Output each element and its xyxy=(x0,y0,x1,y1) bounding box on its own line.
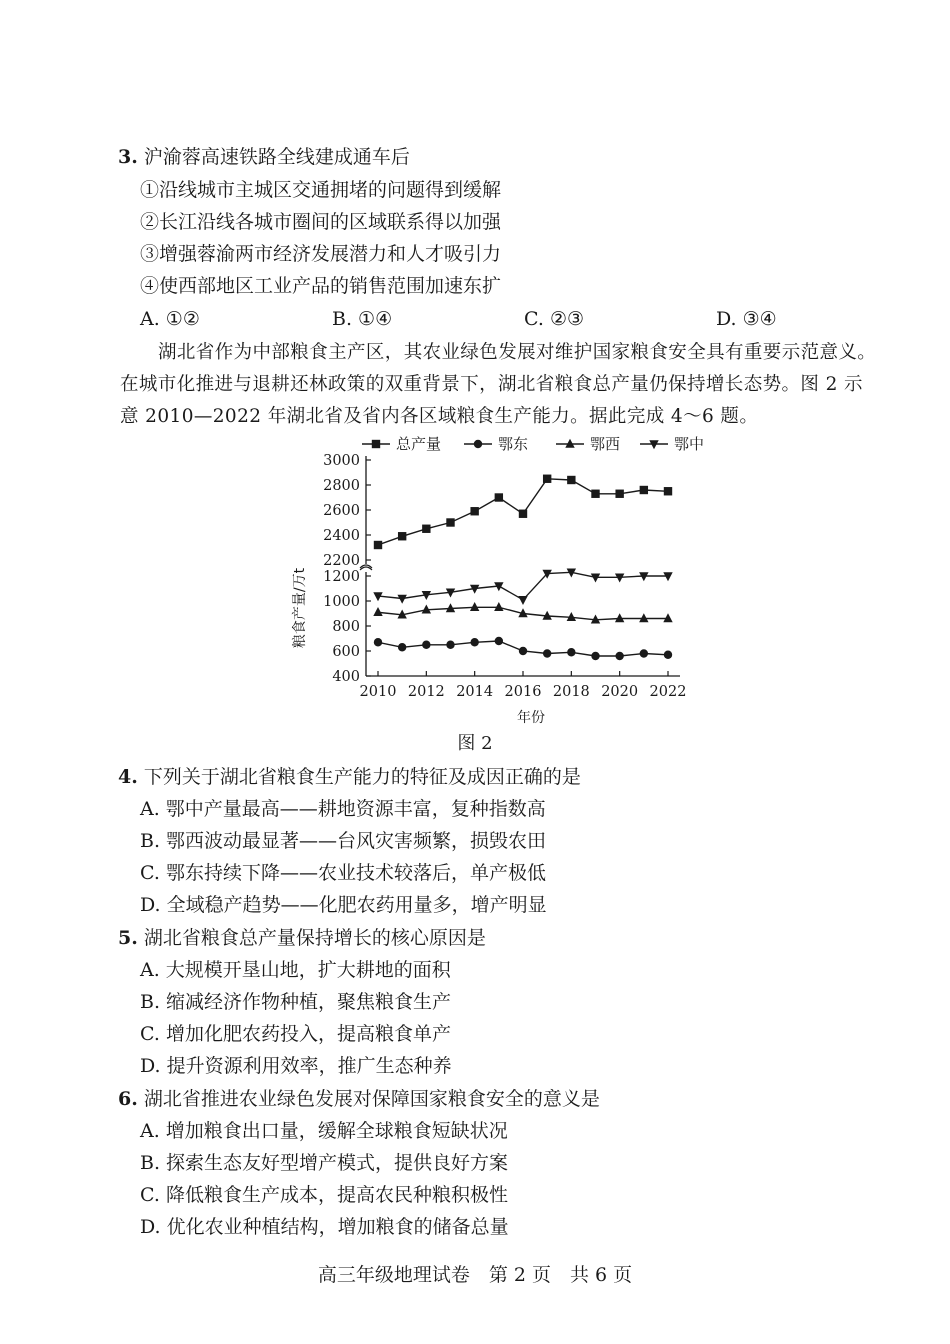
q3-choice-d: D. ③④ xyxy=(716,308,777,330)
q3-choice-b: B. ①④ xyxy=(332,308,393,330)
q5-option-d: D. 提升资源利用效率，推广生态种养 xyxy=(140,1055,452,1077)
figure-caption: 图 2 xyxy=(457,733,493,754)
series-3-point-12 xyxy=(663,572,672,581)
series-1-point-7 xyxy=(543,649,551,657)
series-3-point-1 xyxy=(397,595,406,604)
series-1-point-9 xyxy=(591,652,599,660)
q4-option-a: A. 鄂中产量最高——耕地资源丰富，复种指数高 xyxy=(140,798,546,820)
q4-option-c: C. 鄂东持续下降——农业技术较落后，单产极低 xyxy=(140,862,546,884)
q6-option-b: B. 探索生态友好型增产模式，提供良好方案 xyxy=(140,1152,509,1174)
legend-marker-3 xyxy=(649,440,658,449)
x-tick-label-3: 2016 xyxy=(504,684,542,700)
y-tick-label-lower-4: 1200 xyxy=(323,569,360,585)
series-2-point-4 xyxy=(470,602,479,611)
series-0-point-8 xyxy=(567,476,575,484)
q3-title xyxy=(118,144,410,170)
y-tick-label-upper-2: 2600 xyxy=(323,503,360,519)
series-2-point-12 xyxy=(663,613,672,622)
series-1-point-0 xyxy=(374,638,382,646)
series-1-point-6 xyxy=(519,647,527,655)
q3-stem: 沪渝蓉高速铁路全线建成通车后 xyxy=(143,146,410,168)
legend-marker-2 xyxy=(565,439,574,448)
x-tick-label-4: 2018 xyxy=(552,684,590,700)
legend-label-1: 鄂东 xyxy=(498,435,529,453)
q6-number: 6. xyxy=(118,1088,138,1110)
series-0-point-5 xyxy=(495,493,503,501)
legend-label-2: 鄂西 xyxy=(590,435,621,453)
q4-title xyxy=(118,764,581,790)
q3-choices xyxy=(140,306,860,332)
axis-break-lower xyxy=(360,567,372,570)
legend-marker-0 xyxy=(372,440,380,448)
q5-option-a: A. 大规模开垦山地，扩大耕地的面积 xyxy=(140,959,451,981)
legend-label-3: 鄂中 xyxy=(674,435,705,453)
q4-number: 4. xyxy=(118,766,138,788)
x-tick-label-2: 2014 xyxy=(456,684,494,700)
q6-stem: 湖北省推进农业绿色发展对保障国家粮食安全的意义是 xyxy=(143,1088,600,1110)
series-2-point-5 xyxy=(494,602,503,611)
y-tick-label-lower-0: 400 xyxy=(332,669,360,685)
chart-legend xyxy=(362,435,704,453)
series-0-point-9 xyxy=(591,490,599,498)
q3-choice-a: A. ①② xyxy=(140,308,200,330)
q4-option-b: B. 鄂西波动最显著——台风灾害频繁，损毁农田 xyxy=(140,830,547,852)
y-tick-label-lower-2: 800 xyxy=(332,619,360,635)
chart-plot xyxy=(373,475,672,661)
series-3-point-6 xyxy=(518,596,527,605)
q3-statement-4: ④使西部地区工业产品的销售范围加速东扩 xyxy=(140,275,502,297)
page-footer: 高三年级地理试卷 第 2 页 共 6 页 xyxy=(317,1264,633,1286)
series-2-point-11 xyxy=(639,613,648,622)
q4-option-d: D. 全域稳产趋势——化肥农药用量多，增产明显 xyxy=(140,894,547,916)
series-0-point-6 xyxy=(519,510,527,518)
series-line-3 xyxy=(378,572,668,600)
y-tick-label-upper-4: 3000 xyxy=(323,453,360,469)
q5-option-c: C. 增加化肥农药投入，提高粮食单产 xyxy=(140,1023,451,1045)
intro-line-1: 湖北省作为中部粮食主产区，其农业绿色发展对维护国家粮食安全具有重要示范意义。 xyxy=(158,342,877,363)
series-1-point-5 xyxy=(495,637,503,645)
q3-statement-1: ①沿线城市主城区交通拥堵的问题得到缓解 xyxy=(140,179,502,201)
legend-marker-1 xyxy=(474,440,482,448)
series-0-point-10 xyxy=(615,490,623,498)
q6-option-d: D. 优化农业种植结构，增加粮食的储备总量 xyxy=(140,1216,509,1238)
q5-stem: 湖北省粮食总产量保持增长的核心原因是 xyxy=(143,927,486,949)
series-0-point-3 xyxy=(446,518,454,526)
legend-label-0: 总产量 xyxy=(396,435,442,453)
q6-option-a: A. 增加粮食出口量，缓解全球粮食短缺状况 xyxy=(140,1120,508,1142)
q4-stem: 下列关于湖北省粮食生产能力的特征及成因正确的是 xyxy=(143,766,581,788)
chart-axes xyxy=(291,453,686,726)
series-1-point-11 xyxy=(640,649,648,657)
series-1-point-8 xyxy=(567,648,575,656)
series-0-point-0 xyxy=(374,541,382,549)
intro-line-2: 在城市化推进与退耕还林政策的双重背景下，湖北省粮食总产量仍保持增长态势。图 2 示 xyxy=(120,374,863,395)
x-tick-label-0: 2010 xyxy=(359,684,397,700)
x-axis-label: 年份 xyxy=(517,710,545,726)
series-1-point-12 xyxy=(664,651,672,659)
series-2-point-0 xyxy=(373,607,382,616)
y-tick-label-lower-3: 1000 xyxy=(323,594,360,610)
intro-line-3: 意 2010—2022 年湖北省及省内各区域粮食生产能力。据此完成 4～6 题。 xyxy=(120,406,759,427)
series-1-point-2 xyxy=(422,641,430,649)
q5-number: 5. xyxy=(118,927,138,949)
series-1-point-4 xyxy=(470,638,478,646)
series-1-point-3 xyxy=(446,641,454,649)
series-0-point-1 xyxy=(398,532,406,540)
series-0-point-2 xyxy=(422,525,430,533)
x-tick-label-6: 2022 xyxy=(649,684,687,700)
q6-title xyxy=(118,1086,600,1112)
q5-option-b: B. 缩减经济作物种植，聚焦粮食生产 xyxy=(140,991,452,1013)
q3-statement-3: ③增强蓉渝两市经济发展潜力和人才吸引力 xyxy=(140,243,502,265)
y-tick-label-upper-0: 2200 xyxy=(323,553,360,569)
y-tick-label-upper-3: 2800 xyxy=(323,478,360,494)
q3-choice-c: C. ②③ xyxy=(524,308,585,330)
x-tick-label-5: 2020 xyxy=(601,684,639,700)
series-2-point-10 xyxy=(615,613,624,622)
y-tick-label-lower-1: 600 xyxy=(332,644,360,660)
y-tick-label-upper-1: 2400 xyxy=(323,528,360,544)
series-1-point-1 xyxy=(398,643,406,651)
grain-production-chart xyxy=(280,430,710,730)
q3-number: 3. xyxy=(118,146,138,168)
q5-title xyxy=(118,925,486,951)
series-0-point-12 xyxy=(664,487,672,495)
series-0-point-7 xyxy=(543,475,551,483)
series-0-point-11 xyxy=(640,486,648,494)
y-axis-label: 粮食产量/万t xyxy=(292,567,308,649)
q3-statement-2: ②长江沿线各城市圈间的区域联系得以加强 xyxy=(140,211,502,233)
q6-option-c: C. 降低粮食生产成本，提高农民种粮积极性 xyxy=(140,1184,508,1206)
series-1-point-10 xyxy=(615,652,623,660)
series-0-point-4 xyxy=(470,507,478,515)
x-tick-label-1: 2012 xyxy=(407,684,445,700)
